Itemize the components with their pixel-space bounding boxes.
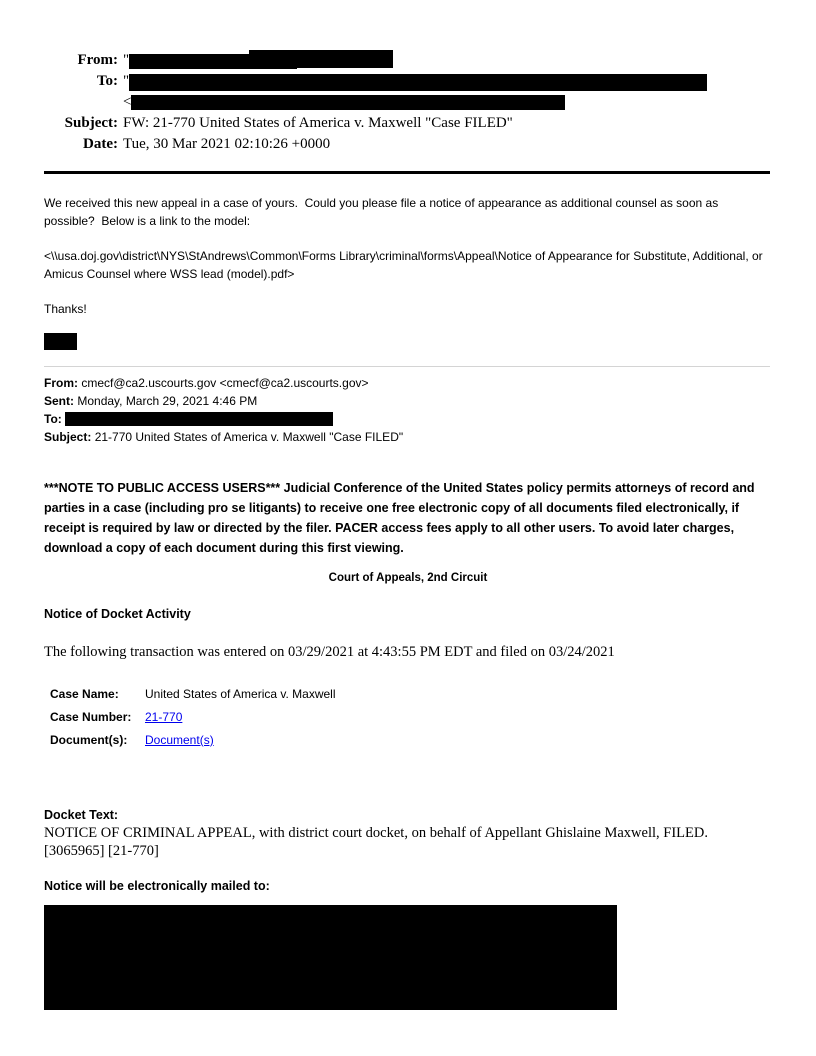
- date-value: Tue, 30 Mar 2021 02:10:26 +0000: [123, 136, 331, 152]
- from-quote: ": [123, 52, 130, 68]
- to-value: [123, 71, 772, 113]
- date-label: Date:: [83, 136, 118, 152]
- to-angle-bracket: <: [123, 94, 132, 110]
- quoted-subject-label: Subject:: [44, 429, 92, 444]
- public-access-note: ***NOTE TO PUBLIC ACCESS USERS*** Judicial Conference of the United States policy permits attorneys of record and parties in a case (including pro se litigants) to receive one free electronic copy of all documents filed electronically, if receipt is required by law or directed by the filer. PACER access fees apply to all other users. To avoid later charges, download a copy of each document during this first viewing.: [44, 480, 755, 555]
- email-header: [44, 50, 772, 155]
- quoted-to-row: [44, 410, 772, 428]
- mailed-to-redaction-block: [44, 905, 617, 1010]
- section-divider: [44, 366, 770, 367]
- from-redaction-bar: [129, 54, 297, 69]
- case-number-row: [50, 706, 772, 729]
- quoted-sent-value: Monday, March 29, 2021 4:46 PM: [77, 393, 258, 408]
- docket-text-label: Docket Text:: [44, 807, 119, 822]
- thanks-text: Thanks!: [44, 302, 87, 316]
- case-number-label: Case Number:: [50, 709, 132, 724]
- quoted-sent-row: [44, 392, 772, 410]
- documents-row: [50, 729, 772, 752]
- quoted-from-label: From:: [44, 375, 78, 390]
- mailed-to-label: Notice will be electronically mailed to:: [44, 878, 270, 893]
- to-redaction-bar-2: [131, 95, 565, 110]
- to-quote: ": [123, 73, 130, 89]
- header-divider: [44, 171, 770, 174]
- quoted-from-row: [44, 374, 772, 392]
- model-link-path: <\\usa.doj.gov\district\NYS\StAndrews\Common\Forms Library\criminal\forms\Appeal\Notice of Appearance for Substitute, Additional, or Amicus Counsel where WSS lead (model).pdf>: [44, 249, 766, 281]
- court-title: Court of Appeals, 2nd Circuit: [328, 571, 488, 584]
- body-paragraph: We received this new appeal in a case of yours. Could you please file a notice of appearance as additional counsel as soon as possible? Below is a link to the model:: [44, 196, 722, 228]
- case-name-label: Case Name:: [50, 686, 119, 701]
- quoted-email-header: [44, 374, 772, 446]
- quoted-from-value: cmecf@ca2.uscourts.gov <cmecf@ca2.uscourts.gov>: [81, 375, 369, 390]
- to-row: [44, 71, 772, 113]
- signature-redaction-bar: [44, 333, 77, 350]
- from-label: From:: [77, 52, 118, 68]
- docket-text: NOTICE OF CRIMINAL APPEAL, with district court docket, on behalf of Appellant Ghislaine Maxwell, FILED. [3065965] [21-770]: [44, 824, 708, 859]
- documents-label: Document(s):: [50, 732, 128, 747]
- case-info-table: [50, 683, 772, 752]
- to-label: To:: [96, 73, 118, 89]
- to-redaction-bar-1: [129, 74, 707, 91]
- quoted-sent-label: Sent:: [44, 393, 74, 408]
- subject-value: FW: 21-770 United States of America v. Maxwell "Case FILED": [123, 115, 513, 131]
- subject-row: [44, 113, 772, 134]
- subject-label: Subject:: [64, 115, 118, 131]
- transaction-line: The following transaction was entered on 03/29/2021 at 4:43:55 PM EDT and filed on 03/24/2021: [44, 643, 615, 660]
- quoted-to-label: To:: [44, 411, 62, 426]
- case-number-link[interactable]: 21-770: [145, 709, 183, 724]
- quoted-subject-value: 21-770 United States of America v. Maxwell "Case FILED": [94, 429, 404, 444]
- from-row: [44, 50, 772, 71]
- docket-activity-heading: Notice of Docket Activity: [44, 606, 191, 621]
- quoted-subject-row: [44, 428, 772, 446]
- documents-link[interactable]: Document(s): [145, 732, 214, 747]
- case-name-value: United States of America v. Maxwell: [145, 686, 336, 701]
- case-name-row: [50, 683, 772, 706]
- quoted-to-redaction-bar: [65, 412, 333, 426]
- date-row: [44, 134, 772, 155]
- from-value: [123, 50, 772, 71]
